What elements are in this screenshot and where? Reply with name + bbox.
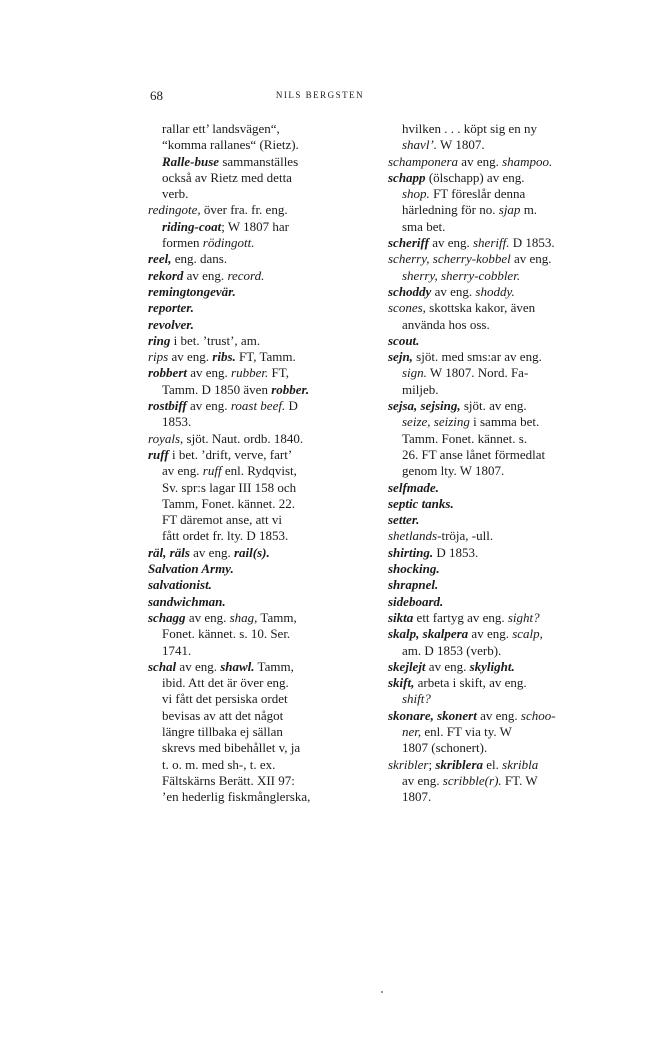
entry-headline [388, 398, 610, 414]
entry-headline [148, 431, 370, 447]
entry-text: av eng. [458, 153, 503, 169]
entry-line [388, 137, 610, 153]
entry-text: genom lty. W 1807. [402, 463, 505, 479]
entry-headline [388, 251, 610, 267]
entry-text: Tamm, [254, 658, 294, 674]
entry-text: Fältskärns Berätt. XII 97: [162, 772, 295, 788]
entry-text: sjöt. med sms:ar av eng. [412, 349, 542, 365]
entry-headline [148, 594, 370, 610]
entry-line [148, 740, 370, 756]
entry-headline [148, 365, 370, 381]
entry-headline [388, 496, 610, 512]
entry-line [148, 512, 370, 528]
entry-text: W 1807. [437, 137, 485, 153]
entry-text: skottska kakor, även [425, 300, 536, 316]
headword: skribler [388, 756, 429, 772]
entry-text: 26. FT anse lånet förmedlat [402, 446, 546, 462]
entry-text: FT föreslår denna [429, 186, 526, 202]
entry-line [388, 382, 610, 398]
entry-line [148, 626, 370, 642]
entry-text: av eng. [183, 267, 228, 283]
entry-text: av eng. [402, 772, 443, 788]
entry-text: sammanställes [219, 153, 299, 169]
entry-text: 1741. [162, 642, 192, 658]
headword: schoo- [520, 707, 556, 723]
entry-line [388, 691, 610, 707]
headword: salvationist. [148, 577, 212, 593]
entry-text: eng. dans. [171, 251, 228, 267]
entry-text: sjöt. av eng. [460, 398, 527, 414]
entry-text: “komma rallanes“ (Rietz). [162, 137, 299, 153]
entry-headline [388, 235, 610, 251]
entry-text: längre tillbaka ej sällan [162, 723, 283, 739]
entry-text: vi fått det persiska ordet [162, 691, 288, 707]
headword: shampoo. [502, 153, 553, 169]
entry-text: av eng. [187, 365, 232, 381]
headword: sherry, sherry-cobbler. [402, 267, 521, 283]
headword: shavl’. [402, 137, 438, 153]
headword: shift? [402, 691, 431, 707]
entry-line [148, 691, 370, 707]
page-header [150, 88, 490, 108]
headword: sejn, [388, 349, 413, 365]
entry-headline [148, 268, 370, 284]
headword: rail(s). [233, 544, 270, 560]
entry-text: FT. W [501, 772, 538, 788]
headword: riding-coat [162, 218, 222, 234]
entry-text: W 1807. Nord. Fa- [426, 365, 529, 381]
entry-line [148, 219, 370, 235]
entry-headline [148, 284, 370, 300]
headword: sheriff. [472, 235, 510, 251]
entry-text: av eng. [168, 349, 213, 365]
entry-text: av eng. [189, 544, 234, 560]
headword: revolver. [148, 316, 194, 332]
entry-text: härledning för no. [402, 202, 499, 218]
entry-headline [148, 447, 370, 463]
entry-text: D 1853. [509, 235, 555, 251]
entry-text: Tamm, [257, 609, 297, 625]
headword: robbert [148, 365, 187, 381]
entry-line [148, 186, 370, 202]
entry-text: Tamm. Fonet. kännet. s. [402, 430, 528, 446]
entry-line [148, 528, 370, 544]
entry-headline [388, 154, 610, 170]
entry-text: skrevs med bibehållet v, ja [162, 740, 301, 756]
headword: scones, [388, 300, 426, 316]
headword: räl, räls [148, 544, 190, 560]
headword: remingtongevär. [148, 283, 236, 299]
entry-text: enl. FT via ty. W [421, 723, 512, 739]
running-head: NILS BERGSTEN [275, 90, 365, 100]
entry-text: av eng. [428, 235, 473, 251]
entry-text: över fra. fr. eng. [200, 202, 288, 218]
entry-headline [148, 577, 370, 593]
entry-text: i bet. ’trust’, am. [170, 332, 261, 348]
entry-text: arbeta i skift, av eng. [414, 675, 527, 691]
entry-line [148, 382, 370, 398]
headword: ribs. [212, 349, 236, 365]
entry-text: av eng. [176, 658, 221, 674]
entry-text: också av Rietz med detta [162, 169, 292, 185]
entry-headline [388, 757, 610, 773]
entry-text: använda hos oss. [402, 316, 490, 332]
entry-text: av eng. [425, 658, 470, 674]
entry-line [148, 675, 370, 691]
headword: rips [148, 349, 169, 365]
headword: royals, [148, 430, 184, 446]
entry-headline [388, 300, 610, 316]
entry-line [148, 773, 370, 789]
entry-text: ibid. Att det är över eng. [162, 675, 289, 691]
entry-headline [388, 528, 610, 544]
entry-text: FT däremot anse, att vi [162, 512, 282, 528]
headword: rödingott. [202, 235, 255, 251]
entry-headline [388, 708, 610, 724]
headword: setter. [388, 512, 420, 528]
headword: skriblera [435, 756, 483, 772]
entry-line [148, 121, 370, 137]
entry-headline [148, 317, 370, 333]
entry-headline [388, 480, 610, 496]
entry-line [148, 170, 370, 186]
entry-line [148, 643, 370, 659]
entry-text: FT, [268, 365, 289, 381]
entry-line [388, 643, 610, 659]
entry-headline [388, 577, 610, 593]
entry-text: av eng. [510, 251, 552, 267]
headword: sign. [402, 365, 427, 381]
headword: ruff [202, 463, 222, 479]
entry-line [388, 447, 610, 463]
headword: record. [227, 267, 265, 283]
entry-headline [388, 170, 610, 186]
entry-text: av eng. [162, 463, 203, 479]
entry-headline [388, 610, 610, 626]
entry-text: el. [483, 756, 503, 772]
entry-headline [148, 659, 370, 675]
headword: scribble(r). [442, 772, 502, 788]
headword: shirting. [388, 544, 434, 560]
headword: schapp [388, 169, 426, 185]
entry-headline [388, 561, 610, 577]
entry-text: sjöt. Naut. ordb. 1840. [183, 430, 304, 446]
headword: skylight. [469, 658, 515, 674]
headword: Salvation Army. [148, 561, 234, 577]
entry-line [148, 463, 370, 479]
entry-text: Tamm. D 1850 även [162, 381, 272, 397]
headword: shetlands [388, 528, 438, 544]
entry-headline [148, 202, 370, 218]
headword: shawl. [220, 658, 255, 674]
entry-text: ’en hederlig fiskmånglerska, [162, 789, 311, 805]
headword: scherry, scherry-kobbel [388, 251, 511, 267]
entry-text: m. [520, 202, 538, 218]
headword: ring [148, 332, 171, 348]
entry-text: ; [428, 756, 436, 772]
entry-headline [388, 349, 610, 365]
entry-line [148, 137, 370, 153]
entry-text: fått ordet fr. lty. D 1853. [162, 528, 289, 544]
entry-headline [148, 349, 370, 365]
entry-line [388, 365, 610, 381]
entry-text: Fonet. kännet. s. 10. Ser. [162, 626, 291, 642]
headword: shrapnel. [388, 577, 439, 593]
entry-line [388, 202, 610, 218]
headword: redingote, [148, 202, 201, 218]
entry-text: 1807 (schonert). [402, 740, 488, 756]
entry-line [148, 708, 370, 724]
entry-text: 1807. [402, 789, 432, 805]
headword: sikta [388, 609, 414, 625]
entry-headline [148, 300, 370, 316]
entry-line [388, 724, 610, 740]
headword: skejlejt [388, 658, 426, 674]
headword: sight? [507, 609, 540, 625]
entry-headline [388, 284, 610, 300]
headword: schagg [148, 609, 186, 625]
headword: sandwichman. [148, 593, 226, 609]
entry-line [148, 496, 370, 512]
entry-text: formen [162, 235, 203, 251]
entry-headline [388, 626, 610, 642]
entry-headline [388, 512, 610, 528]
entry-text: t. o. m. med sh-, t. ex. [162, 756, 276, 772]
headword: schoddy [388, 283, 432, 299]
headword: skalp, skalpera [388, 626, 469, 642]
entry-text: av eng. [185, 609, 230, 625]
headword: skribla [502, 756, 539, 772]
headword: Ralle-buse [162, 153, 220, 169]
headword: seize, seizing [402, 414, 470, 430]
entry-headline [148, 610, 370, 626]
entry-line [388, 219, 610, 235]
entry-line [148, 789, 370, 805]
headword: shocking. [388, 561, 440, 577]
entry-text: bevisas av att det något [162, 707, 284, 723]
entry-text: av eng. [431, 283, 476, 299]
entry-text: miljeb. [402, 381, 439, 397]
headword: skift, [388, 675, 415, 691]
entry-text: ; W 1807 har [221, 218, 289, 234]
entry-text: verb. [162, 186, 189, 202]
headword: rubber. [231, 365, 269, 381]
entry-headline [388, 333, 610, 349]
entry-line [388, 268, 610, 284]
headword: reporter. [148, 300, 194, 316]
headword: ruff [148, 446, 169, 462]
entry-line [388, 317, 610, 333]
entry-text: FT, Tamm. [235, 349, 296, 365]
left-column [148, 121, 370, 805]
headword: scout. [388, 332, 420, 348]
headword: rekord [148, 267, 184, 283]
entry-text: i samma bet. [469, 414, 540, 430]
entry-headline [388, 675, 610, 691]
headword: shag, [229, 609, 258, 625]
entry-text: (ölschapp) av eng. [425, 169, 525, 185]
entry-text: -tröja, -ull. [437, 528, 494, 544]
headword: roast beef. [230, 398, 286, 414]
entry-text: Tamm, Fonet. kännet. 22. [162, 495, 296, 511]
entry-line [148, 480, 370, 496]
headword: selfmade. [388, 479, 439, 495]
headword: scheriff [388, 235, 429, 251]
right-column [388, 121, 610, 805]
headword: schamponera [388, 153, 459, 169]
entry-headline [148, 333, 370, 349]
headword: reel, [148, 251, 172, 267]
entry-text: D [285, 398, 298, 414]
headword: skonare, skonert [388, 707, 477, 723]
entry-headline [148, 398, 370, 414]
entry-line [388, 121, 610, 137]
entry-headline [148, 561, 370, 577]
entry-headline [388, 659, 610, 675]
entry-line [388, 740, 610, 756]
page-number: 68 [150, 88, 163, 103]
entry-headline [148, 251, 370, 267]
headword: sideboard. [388, 593, 444, 609]
entry-text: enl. Rydqvist, [221, 463, 297, 479]
entry-line [148, 757, 370, 773]
entry-line [388, 789, 610, 805]
headword: sjap [498, 202, 521, 218]
entry-line [148, 724, 370, 740]
entry-line [388, 414, 610, 430]
entry-text: av eng. [476, 707, 521, 723]
entry-text: av eng. [186, 398, 231, 414]
entry-headline [388, 545, 610, 561]
entry-line [388, 431, 610, 447]
entry-headline [388, 594, 610, 610]
entry-line [388, 773, 610, 789]
headword: robber. [271, 381, 310, 397]
entry-line [388, 463, 610, 479]
entry-text: av eng. [468, 626, 513, 642]
entry-text: hvilken . . . köpt sig en ny [402, 121, 538, 136]
entry-line [388, 186, 610, 202]
headword: sejsa, sejsing, [388, 398, 461, 414]
entry-text: Sv. spr:s lagar III 158 och [162, 479, 297, 495]
headword: schal [148, 658, 177, 674]
entry-text: 1853. [162, 414, 192, 430]
entry-text: i bet. ’drift, verve, fart’ [168, 446, 293, 462]
headword: ner, [402, 723, 422, 739]
entry-text: ett fartyg av eng. [413, 609, 508, 625]
headword: rostbiff [148, 398, 187, 414]
headword: scalp, [512, 626, 543, 642]
entry-text: rallar ett’ landsvägen“, [162, 121, 280, 136]
entry-text: am. D 1853 (verb). [402, 642, 502, 658]
headword: septic tanks. [388, 495, 454, 511]
entry-text: sma bet. [402, 218, 446, 234]
page-speck [381, 991, 383, 993]
entry-headline [148, 545, 370, 561]
entry-line [148, 154, 370, 170]
entry-line [148, 414, 370, 430]
headword: shoddy. [475, 283, 515, 299]
entry-text: D 1853. [433, 544, 479, 560]
entry-line [148, 235, 370, 251]
headword: shop. [402, 186, 430, 202]
